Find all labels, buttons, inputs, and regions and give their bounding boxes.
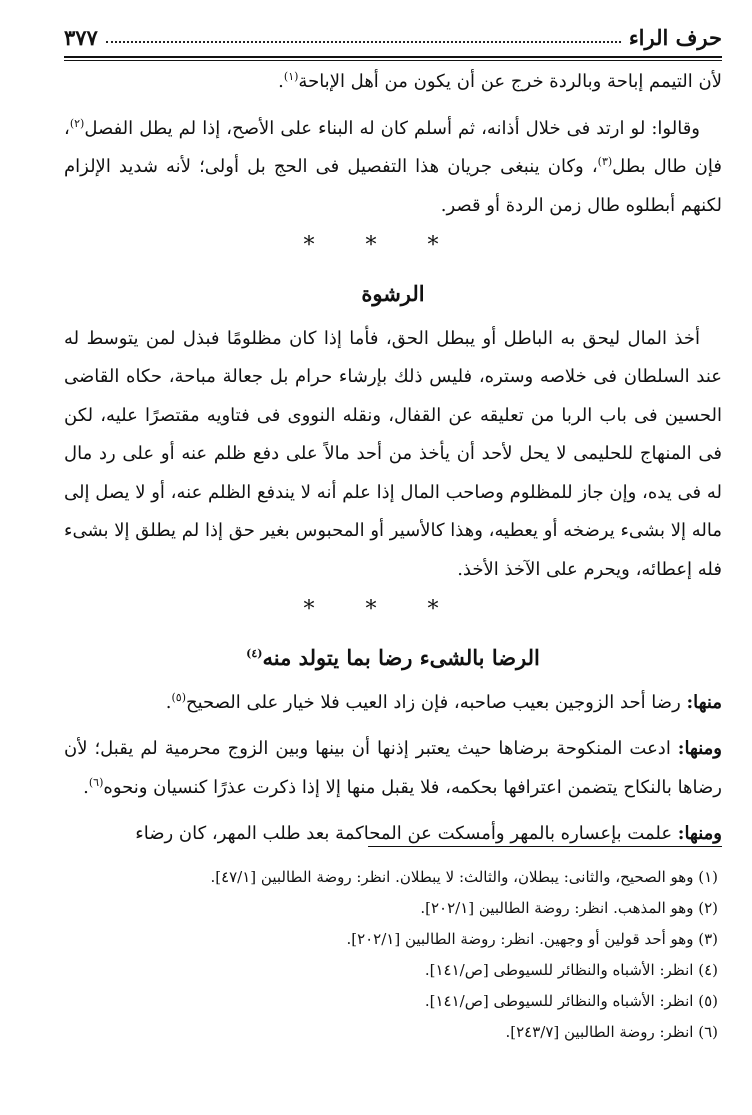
footnote-item: (٣) وهو أحد قولين أو وجهين. انظر: روضة الطالبين [٢٠٢/١]. — [346, 930, 718, 948]
item-label: ومنها: — [677, 823, 722, 844]
footnote-item: (٦) انظر: روضة الطالبين [٢٤٣/٧]. — [505, 1023, 718, 1041]
chapter-title: حرف الراء — [628, 25, 722, 50]
footnote-ref-2: (٢) — [69, 116, 85, 130]
footnote-item: (٥) انظر: الأشباه والنظائر للسيوطى [ص/١٤١]. — [424, 992, 718, 1010]
paragraph-6: ومنها: علمت بإعساره بالمهر وأمسكت عن المحاكمة بعد طلب المهر، كان رضاء — [135, 823, 722, 844]
header-rule-thick — [64, 56, 722, 58]
footnote-ref-3: (٣) — [597, 155, 613, 168]
footnotes — [64, 862, 722, 1048]
item-label: منها: — [686, 691, 722, 713]
section-separator-2: * * * — [303, 597, 461, 622]
footnote-ref-5: (٥) — [171, 690, 186, 704]
paragraph-1: لأن التيمم إباحة وبالردة خرج عن أن يكون من أهل الإباحة$^{(١)}$. — [278, 70, 722, 92]
paragraph-2: وقالوا: لو ارتد فى خلال أذانه، ثم أسلم كان له البناء على الأصح، إذا لم يطل الفصل$^{(٢)}$، فإن طال بطل$^{(٣)}$، وكان ينبغى جريان هذا التفصيل فى الحج بل أولى؛ لأنه شديد الإلزام لكنهم أبطلوه طال زمن الردة أو قصر. — [64, 116, 722, 216]
footnote-item: (٢) وهو المذهب. انظر: روضة الطالبين [٢٠٢/١]. — [420, 899, 718, 917]
item-label: ومنها: — [677, 738, 722, 759]
paragraph-5: ومنها: ادعت المنكوحة برضاها حيث يعتبر إذنها أن بينها وبين الزوج محرمية لم يقبل؛ لأن رضاها بالنكاح يتضمن اعترافها بحكمه، فلا يقبل منها إلا إذا ذكرت عذرًا كنسيان ونحوه$^{(٦)}$. — [64, 738, 722, 798]
paragraph-3: أخذ المال ليحق به الباطل أو يبطل الحق، فأما إذا كان مظلومًا فبذل لمن يتوسط له عند السلطان فى خلاصه وستره، فليس ذلك بإرشاء حرام بل جعالة مباحة، حكاه القاضى الحسين فى باب الربا من تعليقه عن القفال، ونقله النووى فى فتاويه مقتصرًا عليه، لكن فى المنهاج للحليمى لا يحل لأحد أن يأخذ من أحد مالاً على دفع ظلم عنه أو على رد مال له فى يده، وإن جاز للمظلوم وصاحب المال إذا علم أنه لا يندفع الظلم عنه، أو لا يصل إلى ماله إلا بشىء يرضخه أو يعطيه، وهذا كالأسير أو المحبوس بغير حق إذا لم يطلق إلا بشىء فله إعطائه، ويحرم على الآخذ الأخذ. — [64, 327, 722, 580]
page-number: ٣٧٧ — [64, 25, 98, 50]
section-separator: * * * — [303, 233, 461, 258]
footnote-separator — [368, 846, 722, 847]
footnote-ref-1: (١) — [283, 70, 299, 83]
section-heading-rishwa: الرشوة — [361, 280, 425, 306]
main-text — [64, 63, 722, 854]
dotted-leader — [106, 41, 621, 43]
footnote-item: (٤) انظر: الأشباه والنظائر للسيوطى [ص/١٤١]. — [424, 961, 718, 979]
running-header — [64, 20, 722, 50]
section-heading-rida: الرضا بالشىء رضا بما يتولد منه$^{(٤)}$ — [246, 644, 540, 670]
footnote-ref-4: (٤) — [246, 646, 263, 660]
footnote-item: (١) وهو الصحيح، والثانى: يبطلان، والثالث: لا يبطلان. انظر: روضة الطالبين [٤٧/١]. — [210, 868, 718, 886]
header-rule-thin — [64, 60, 722, 61]
paragraph-4: منها: رضا أحد الزوجين بعيب صاحبه، فإن زاد العيب فلا خيار على الصحيح$^{(٥)}$. — [165, 690, 722, 713]
footnote-ref-6: (٦) — [88, 775, 104, 789]
